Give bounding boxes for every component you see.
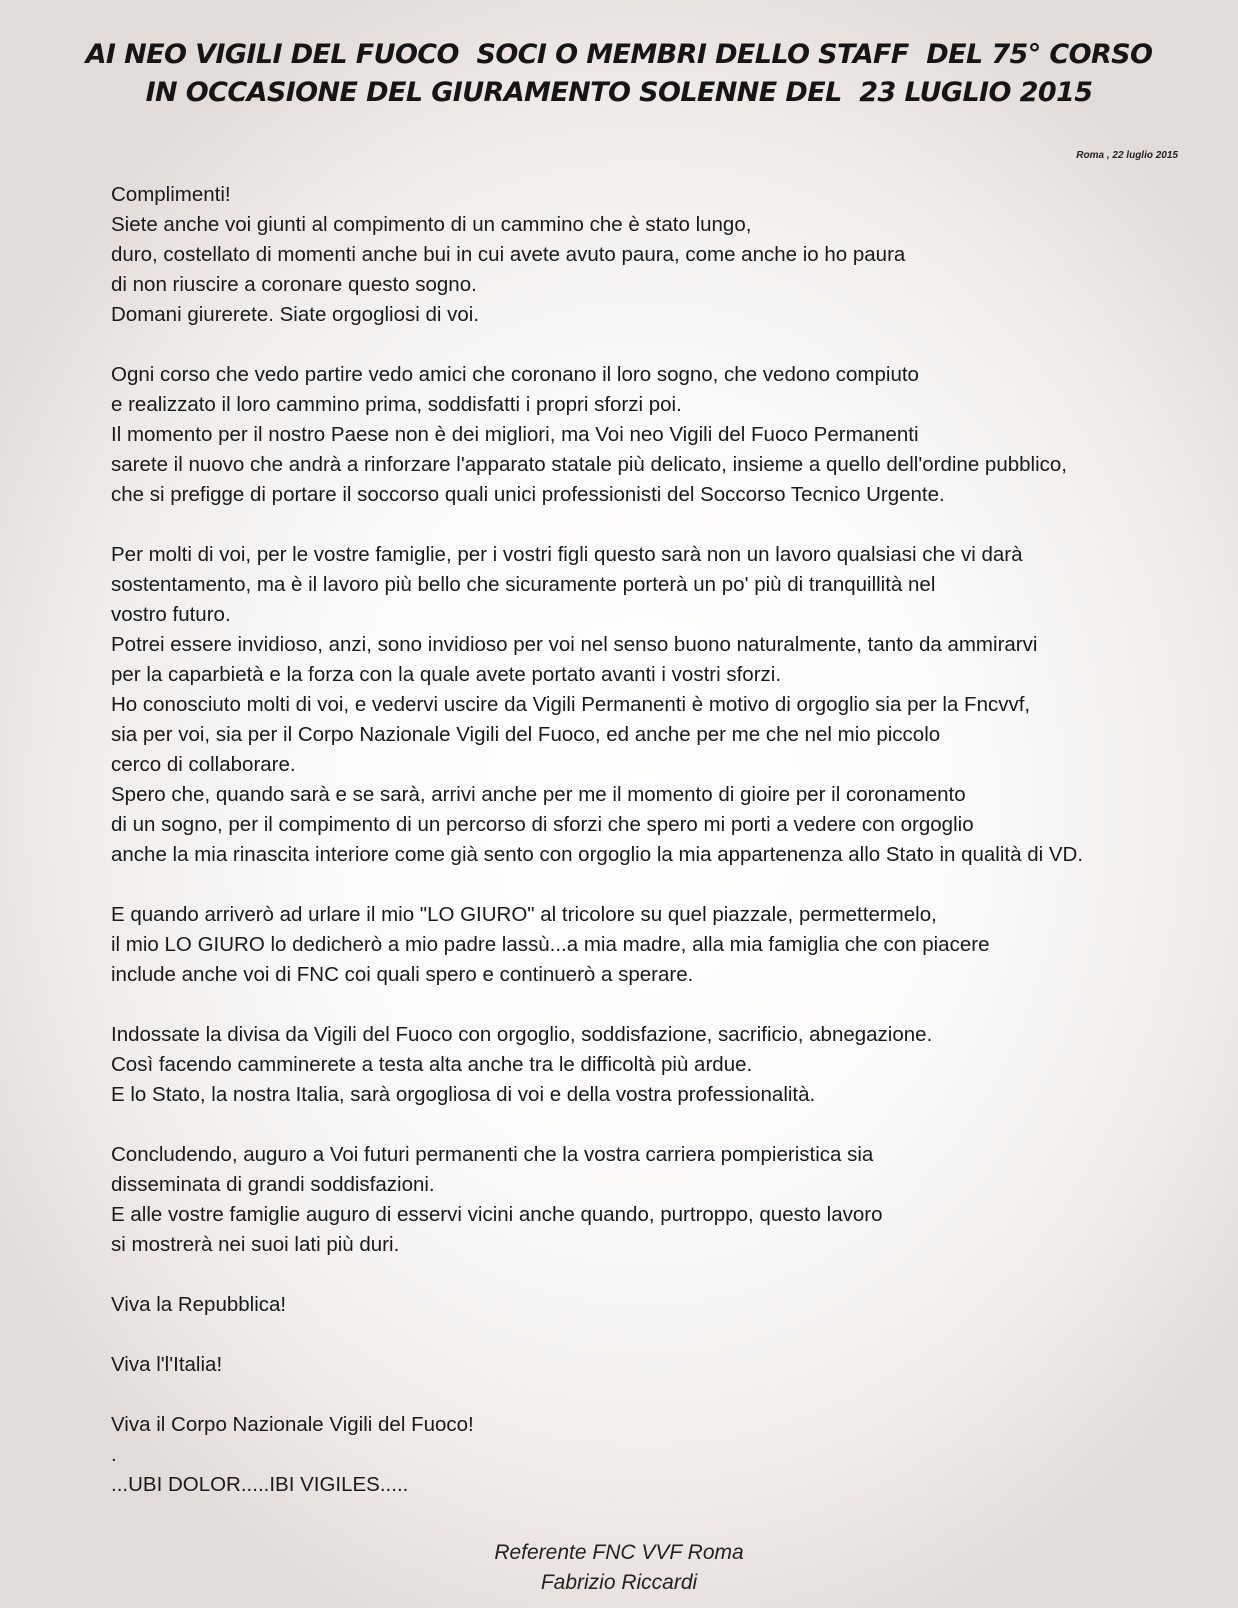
paragraph-break — [111, 1380, 1231, 1410]
body-line: Viva l'l'Italia! — [111, 1353, 223, 1376]
paragraph-break — [111, 990, 1231, 1020]
paragraph-break — [111, 1260, 1231, 1290]
paragraph-break — [111, 1320, 1231, 1350]
body-line: Siete anche voi giunti al compimento di un cammino che è stato lungo, — [111, 213, 752, 236]
body-line: ...UBI DOLOR.....IBI VIGILES..... — [111, 1473, 409, 1496]
body-line: Viva la Repubblica! — [111, 1293, 287, 1316]
letter-title — [0, 36, 1238, 112]
paragraph-break — [111, 1110, 1231, 1140]
paragraph-break — [111, 870, 1231, 900]
body-line: Viva il Corpo Nazionale Vigili del Fuoco! — [111, 1413, 474, 1436]
letter-body — [111, 180, 1231, 1500]
body-line: Il momento per il nostro Paese non è dei migliori, ma Voi neo Vigili del Fuoco Permanenti — [111, 423, 919, 446]
paragraph-break — [111, 510, 1231, 540]
body-line: di non riuscire a coronare questo sogno. — [111, 273, 477, 296]
body-line: include anche voi di FNC coi quali spero e continuerò a sperare. — [111, 963, 694, 986]
body-line: Spero che, quando sarà e se sarà, arrivi anche per me il momento di gioire per il coronamento — [111, 783, 966, 806]
body-line: vostro futuro. — [111, 603, 231, 626]
body-line: e realizzato il loro cammino prima, soddisfatti i propri sforzi poi. — [111, 393, 682, 416]
body-line: sia per voi, sia per il Corpo Nazionale Vigili del Fuoco, ed anche per me che nel mio piccolo — [111, 723, 941, 746]
letter-date: Roma , 22 luglio 2015 — [1076, 150, 1178, 161]
body-line: si mostrerà nei suoi lati più duri. — [111, 1233, 400, 1256]
body-line: E lo Stato, la nostra Italia, sarà orgogliosa di voi e della vostra professionalità. — [111, 1083, 816, 1106]
title-line-1: AI NEO VIGILI DEL FUOCO SOCI O MEMBRI DELLO STAFF DEL 75° CORSO — [85, 39, 1153, 70]
body-line: Complimenti! — [111, 183, 231, 206]
body-line: disseminata di grandi soddisfazioni. — [111, 1173, 435, 1196]
body-line: il mio LO GIURO lo dedicherò a mio padre lassù...a mia madre, alla mia famiglia che con piacere — [111, 933, 990, 956]
paragraph-break — [111, 330, 1231, 360]
body-line: Potrei essere invidioso, anzi, sono invidioso per voi nel senso buono naturalmente, tanto da ammirarvi — [111, 633, 1038, 656]
signature-block — [0, 1538, 1238, 1598]
body-line: E alle vostre famiglie auguro di esservi vicini anche quando, purtroppo, questo lavoro — [111, 1203, 883, 1226]
body-line: sostentamento, ma è il lavoro più bello che sicuramente porterà un po' più di tranquillità nel — [111, 573, 936, 596]
signature-role: Referente FNC VVF Roma — [494, 1541, 744, 1564]
title-line-2: IN OCCASIONE DEL GIURAMENTO SOLENNE DEL 23 LUGLIO 2015 — [145, 77, 1093, 108]
body-line: che si prefigge di portare il soccorso quali unici professionisti del Soccorso Tecnico Urgente. — [111, 483, 945, 506]
body-line: Per molti di voi, per le vostre famiglie, per i vostri figli questo sarà non un lavoro qualsiasi che vi darà — [111, 543, 1023, 566]
body-line: E quando arriverò ad urlare il mio "LO GIURO" al tricolore su quel piazzale, permettermelo, — [111, 903, 937, 926]
body-line: Indossate la divisa da Vigili del Fuoco con orgoglio, soddisfazione, sacrificio, abnegazione. — [111, 1023, 933, 1046]
body-line: per la caparbietà e la forza con la quale avete portato avanti i vostri sforzi. — [111, 663, 782, 686]
body-line: di un sogno, per il compimento di un percorso di sforzi che spero mi porti a vedere con orgoglio — [111, 813, 974, 836]
body-line: anche la mia rinascita interiore come già sento con orgoglio la mia appartenenza allo Stato in qualità di VD. — [111, 843, 1084, 866]
body-line: sarete il nuovo che andrà a rinforzare l'apparato statale più delicato, insieme a quello dell'ordine pubblico, — [111, 453, 1067, 476]
body-line: Ho conosciuto molti di voi, e vedervi uscire da Vigili Permanenti è motivo di orgoglio sia per la Fncvvf, — [111, 693, 1031, 716]
body-line: duro, costellato di momenti anche bui in cui avete avuto paura, come anche io ho paura — [111, 243, 906, 266]
body-line: cerco di collaborare. — [111, 753, 296, 776]
body-line: Ogni corso che vedo partire vedo amici che coronano il loro sogno, che vedono compiuto — [111, 363, 919, 386]
body-line: . — [111, 1443, 117, 1466]
body-line: Così facendo camminerete a testa alta anche tra le difficoltà più ardue. — [111, 1053, 753, 1076]
body-line: Domani giurerete. Siate orgogliosi di voi. — [111, 303, 480, 326]
body-line: Concludendo, auguro a Voi futuri permanenti che la vostra carriera pompieristica sia — [111, 1143, 874, 1166]
signature-name: Fabrizio Riccardi — [540, 1571, 698, 1594]
